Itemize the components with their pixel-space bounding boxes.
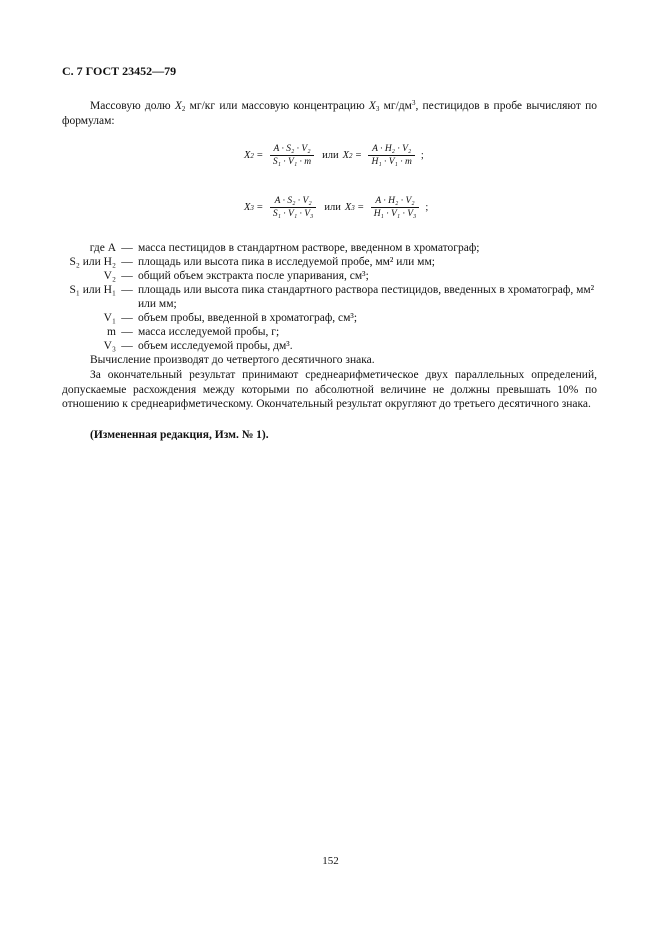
page-header: С. 7 ГОСТ 23452—79 [62, 64, 177, 78]
amendment-note: (Измененная редакция, Изм. № 1). [90, 429, 269, 441]
definition-row: V₃ — объем исследуемой пробы, дм³. [103, 340, 293, 352]
page-number: 152 [322, 855, 339, 867]
fraction: $\frac{\text{A · S₂ · V₂}}{\text{S₁ · V₁ · V₃}}$ [270, 196, 317, 219]
definition-row: m — масса исследуемой пробы, г; [107, 326, 280, 338]
definition-row: где A — масса пестицидов в стандартном растворе, введенном в хроматограф; [89, 242, 480, 254]
definition-row: V₂ — общий объем экстракта после упаривания, см³; [103, 270, 369, 282]
fraction: $\frac{\text{A · H₂ · V₂}}{\text{H₁ · V₁ · m}}$ [368, 144, 414, 167]
calculation-note: Вычисление производят до четвертого десятичного знака. [90, 354, 375, 366]
definitions-list [62, 241, 602, 353]
definition-row: S₂ или H₂ — площадь или высота пика в исследуемой пробе, мм² или мм; [69, 256, 435, 268]
definition-row: S₁ или H₁ — площадь или высота пика стандартного раствора пестицидов, введенных в хроматограф, мм² или мм; [69, 284, 595, 310]
definition-row: V₁ — объем пробы, введенной в хроматограф, см³; [103, 312, 358, 324]
intro-paragraph: Массовую долю $X_2$ мг/кг или массовую концентрацию $X_3$ $мг/дм^3$, пестицидов в пробе вычисляют по формулам: [62, 99, 598, 127]
formula-x3: X 3 = $\frac{\text{A · S₂ · V₂}}{\text{S₁ · V₁ · V₃}}$ или X 3 = $\frac{\text{A · H₂ · V₂}}{\text{H₁ · V₁ · V₃}}$ ; [244, 196, 429, 219]
fraction: $\frac{\text{A · S₂ · V₂}}{\text{S₁ · V₁ · m}}$ [270, 144, 314, 167]
result-paragraph: За окончательный результат принимают среднеарифметическое двух параллельных определений, допускаемые расхождения между которыми по абсолютной величине не должны превышать 10% по отношению к среднеарифметическому. Окончательный результат округляют до третьего десятичного знака. [62, 369, 597, 411]
fraction: $\frac{\text{A · H₂ · V₂}}{\text{H₁ · V₁ · V₃}}$ [371, 196, 420, 219]
formula-x2: X 2 = $\frac{\text{A · S₂ · V₂}}{\text{S₁ · V₁ · m}}$ или X 2 = $\frac{\text{A · H₂ · V₂}}{\text{H₁ · V₁ · m}}$ ; [244, 144, 424, 167]
